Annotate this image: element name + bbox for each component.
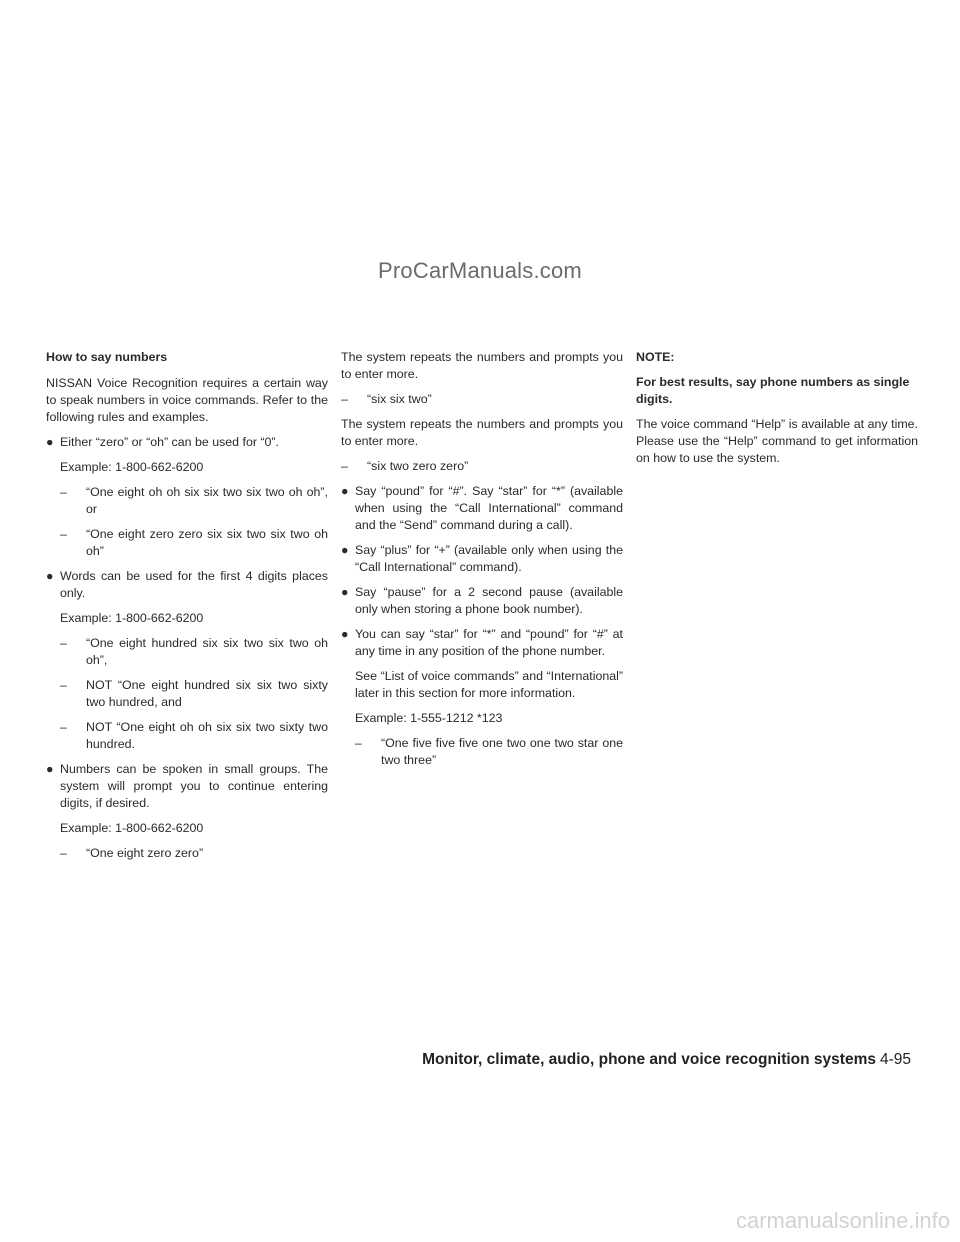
- see-also-line: See “List of voice commands” and “International” later in this section for more information.: [355, 669, 623, 700]
- dash-icon: –: [341, 459, 348, 473]
- bullet-icon: ●: [341, 543, 349, 557]
- dash-icon: –: [60, 636, 67, 650]
- note-bold-text: For best results, say phone numbers as single digits.: [636, 375, 910, 406]
- dash-text: “One eight oh oh six six two six two oh oh”, or: [86, 485, 328, 516]
- dash-item: [341, 458, 623, 475]
- dash-item: [60, 845, 328, 862]
- intro-paragraph: NISSAN Voice Recognition requires a certain way to speak numbers in voice commands. Refer to the following rules and examples.: [46, 376, 328, 424]
- dash-text: NOT “One eight hundred six six two sixty two hundred, and: [86, 678, 328, 709]
- dash-text: “six six two”: [367, 392, 432, 406]
- bullet-text: Either “zero” or “oh” can be used for “0”.: [60, 435, 279, 449]
- dash-icon: –: [355, 736, 362, 750]
- watermark-carmanualsonline: carmanualsonline.info: [735, 1208, 950, 1233]
- dash-text: “One eight hundred six six two six two oh oh”,: [86, 636, 328, 667]
- bullet-item: [341, 483, 623, 534]
- dash-text: “One five five five one two one two star one two three”: [381, 736, 623, 767]
- bullet-item: [341, 626, 623, 660]
- bullet-icon: ●: [341, 585, 349, 599]
- column-3: [636, 349, 918, 475]
- bullet-text: Say “pause” for a 2 second pause (available only when storing a phone book number).: [355, 585, 623, 616]
- example-line: Example: 1-555-1212 *123: [355, 711, 503, 725]
- watermark-procarmanuals: ProCarManuals.com: [378, 258, 582, 283]
- page-number: 4-95: [879, 1051, 911, 1068]
- dash-text: “six two zero zero”: [367, 459, 469, 473]
- bullet-text: Say “plus” for “+” (available only when using the “Call International” command).: [355, 543, 623, 574]
- bullet-text: You can say “star” for “*” and “pound” for “#” at any time in any position of the phone number.: [355, 627, 623, 658]
- bullet-icon: ●: [341, 627, 349, 641]
- column-1: [46, 349, 328, 870]
- note-label: NOTE:: [636, 350, 675, 364]
- dash-item: [60, 526, 328, 560]
- dash-icon: –: [60, 846, 67, 860]
- dash-item: [355, 735, 623, 769]
- dash-text: “One eight zero zero six six two six two oh oh”: [86, 527, 328, 558]
- bullet-item: [46, 761, 328, 812]
- dash-text: “One eight zero zero”: [86, 846, 204, 860]
- note-text: The voice command “Help” is available at any time. Please use the “Help” command to get information on how to use the system.: [636, 417, 918, 465]
- dash-item: [60, 719, 328, 753]
- bullet-text: Words can be used for the first 4 digits places only.: [60, 569, 328, 600]
- dash-item: [341, 391, 623, 408]
- footer-section-title: Monitor, climate, audio, phone and voice recognition systems: [422, 1051, 876, 1068]
- dash-icon: –: [341, 392, 348, 406]
- bullet-icon: ●: [46, 569, 54, 583]
- example-line: Example: 1-800-662-6200: [60, 460, 204, 474]
- column-2: [341, 349, 623, 777]
- dash-item: [60, 484, 328, 518]
- bullet-text: Say “pound” for “#”. Say “star” for “*” (available when using the “Call International” command and the “Send” command during a call).: [355, 484, 623, 532]
- dash-item: [60, 635, 328, 669]
- dash-icon: –: [60, 485, 67, 499]
- page-footer: [422, 1051, 911, 1069]
- bullet-item: [46, 568, 328, 602]
- bullet-text: Numbers can be spoken in small groups. The system will prompt you to continue entering digits, if desired.: [60, 762, 328, 810]
- bullet-item: [46, 434, 328, 451]
- bullet-item: [341, 542, 623, 576]
- example-line: Example: 1-800-662-6200: [60, 821, 204, 835]
- dash-text: NOT “One eight oh oh six six two sixty two hundred.: [86, 720, 328, 751]
- bullet-item: [341, 584, 623, 618]
- paragraph: The system repeats the numbers and prompts you to enter more.: [341, 350, 623, 381]
- dash-item: [60, 677, 328, 711]
- paragraph: The system repeats the numbers and prompts you to enter more.: [341, 417, 623, 448]
- example-line: Example: 1-800-662-6200: [60, 611, 204, 625]
- bullet-icon: ●: [341, 484, 349, 498]
- bullet-icon: ●: [46, 762, 54, 776]
- bullet-icon: ●: [46, 435, 54, 449]
- dash-icon: –: [60, 527, 67, 541]
- dash-icon: –: [60, 720, 67, 734]
- section-heading: How to say numbers: [46, 350, 168, 364]
- dash-icon: –: [60, 678, 67, 692]
